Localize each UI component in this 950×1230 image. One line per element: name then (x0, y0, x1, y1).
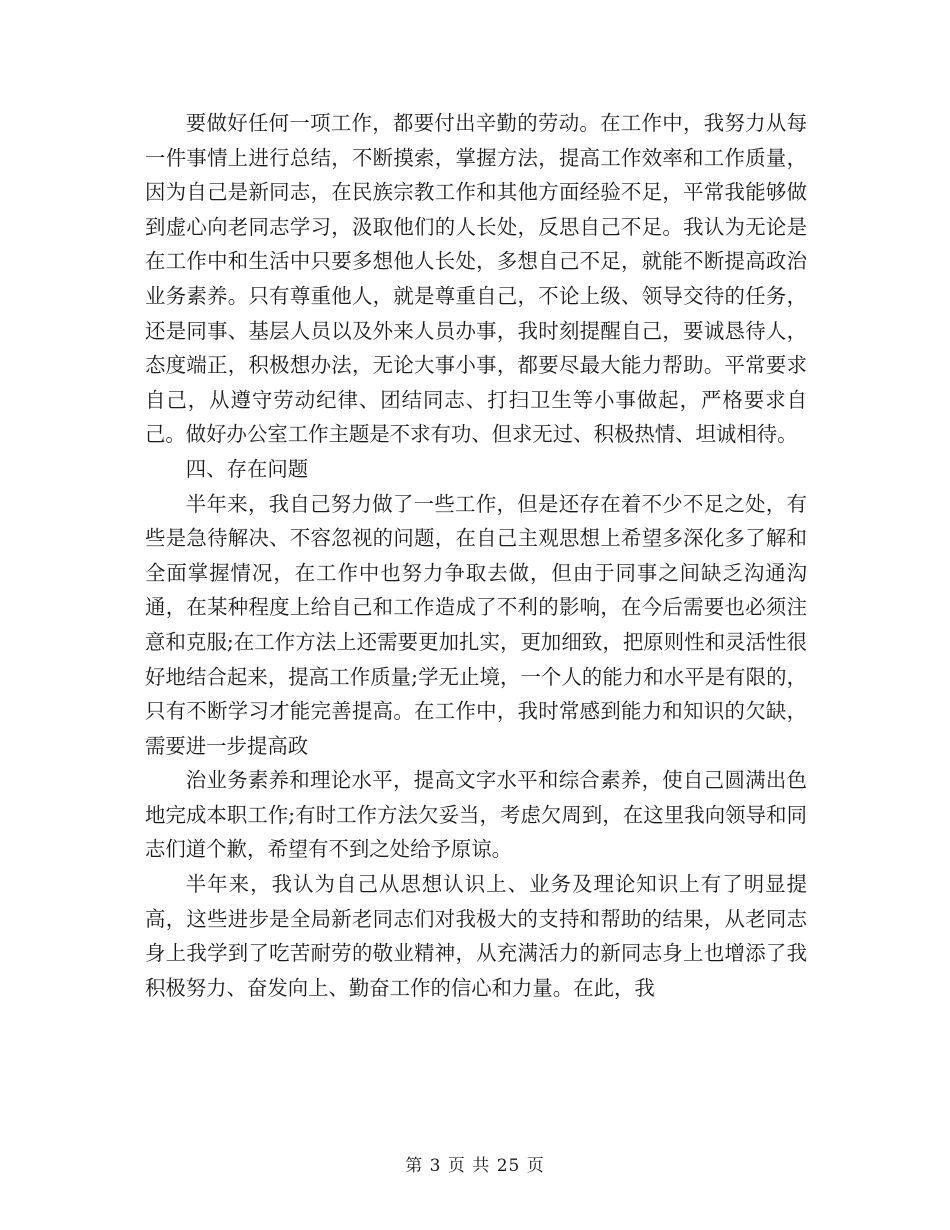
footer-prefix: 第 (405, 1156, 424, 1176)
footer-total-pages: 25 (496, 1156, 521, 1176)
document-body (145, 106, 807, 1005)
paragraph-problems-continued: 治业务素养和理论水平，提高文字水平和综合素养，使自己圆满出色地完成本职工作;有时工作方法欠妥当，考虑欠周到，在这里我向领导和同志们道个歉，希望有不到之处给予原谅。 (145, 768, 807, 862)
paragraph-work-attitude: 要做好任何一项工作，都要付出辛勤的劳动。在工作中，我努力从每一件事情上进行总结，不断摸索，掌握方法，提高工作效率和工作质量，因为自己是新同志，在民族宗教工作和其他方面经验不足，平常我能够做到虚心向老同志学习，汲取他们的人长处，反思自己不足。我认为无论是在工作中和生活中只要多想他人长处，多想自己不足，就能不断提高政治业务素养。只有尊重他人，就是尊重自己，不论上级、领导交待的任务，还是同事、基层人员以及外来人员办事，我时刻提醒自己，要诚恳待人，态度端正，积极想办法，无论大事小事，都要尽最大能力帮助。平常要求自己，从遵守劳动纪律、团结同志、打扫卫生等小事做起，严格要求自己。做好办公室工作主题是不求有功、但求无过、积极热情、坦诚相待。 (145, 111, 807, 447)
paragraph-progress: 半年来，我认为自己从思想认识上、业务及理论知识上有了明显提高，这些进步是全局新老同志们对我极大的支持和帮助的结果，从老同志身上我学到了吃苦耐劳的敬业精神，从充满活力的新同志身上也增添了我积极努力、奋发向上、勤奋工作的信心和力量。在此，我 (145, 872, 807, 1000)
paragraph-problems: 半年来，我自己努力做了一些工作，但是还存在着不少不足之处，有些是急待解决、不容忽视的问题，在自己主观思想上希望多深化多了解和全面掌握情况，在工作中也努力争取去做，但由于同事之间缺乏沟通沟通，在某种程度上给自己和工作造成了不利的影响，在今后需要也必须注意和克服;在工作方法上还需要更加扎实，更加细致，把原则性和灵活性很好地结合起来，提高工作质量;学无止境，一个人的能力和水平是有限的，只有不断学习才能完善提高。在工作中，我时常感到能力和知识的欠缺，需要进一步提高政 (145, 491, 807, 758)
footer-suffix: 页 (526, 1156, 545, 1176)
footer-middle: 页 共 (447, 1156, 491, 1176)
page-footer (0, 1151, 950, 1176)
section-heading-problems: 四、存在问题 (185, 456, 309, 481)
footer-page-number: 3 (429, 1156, 442, 1176)
